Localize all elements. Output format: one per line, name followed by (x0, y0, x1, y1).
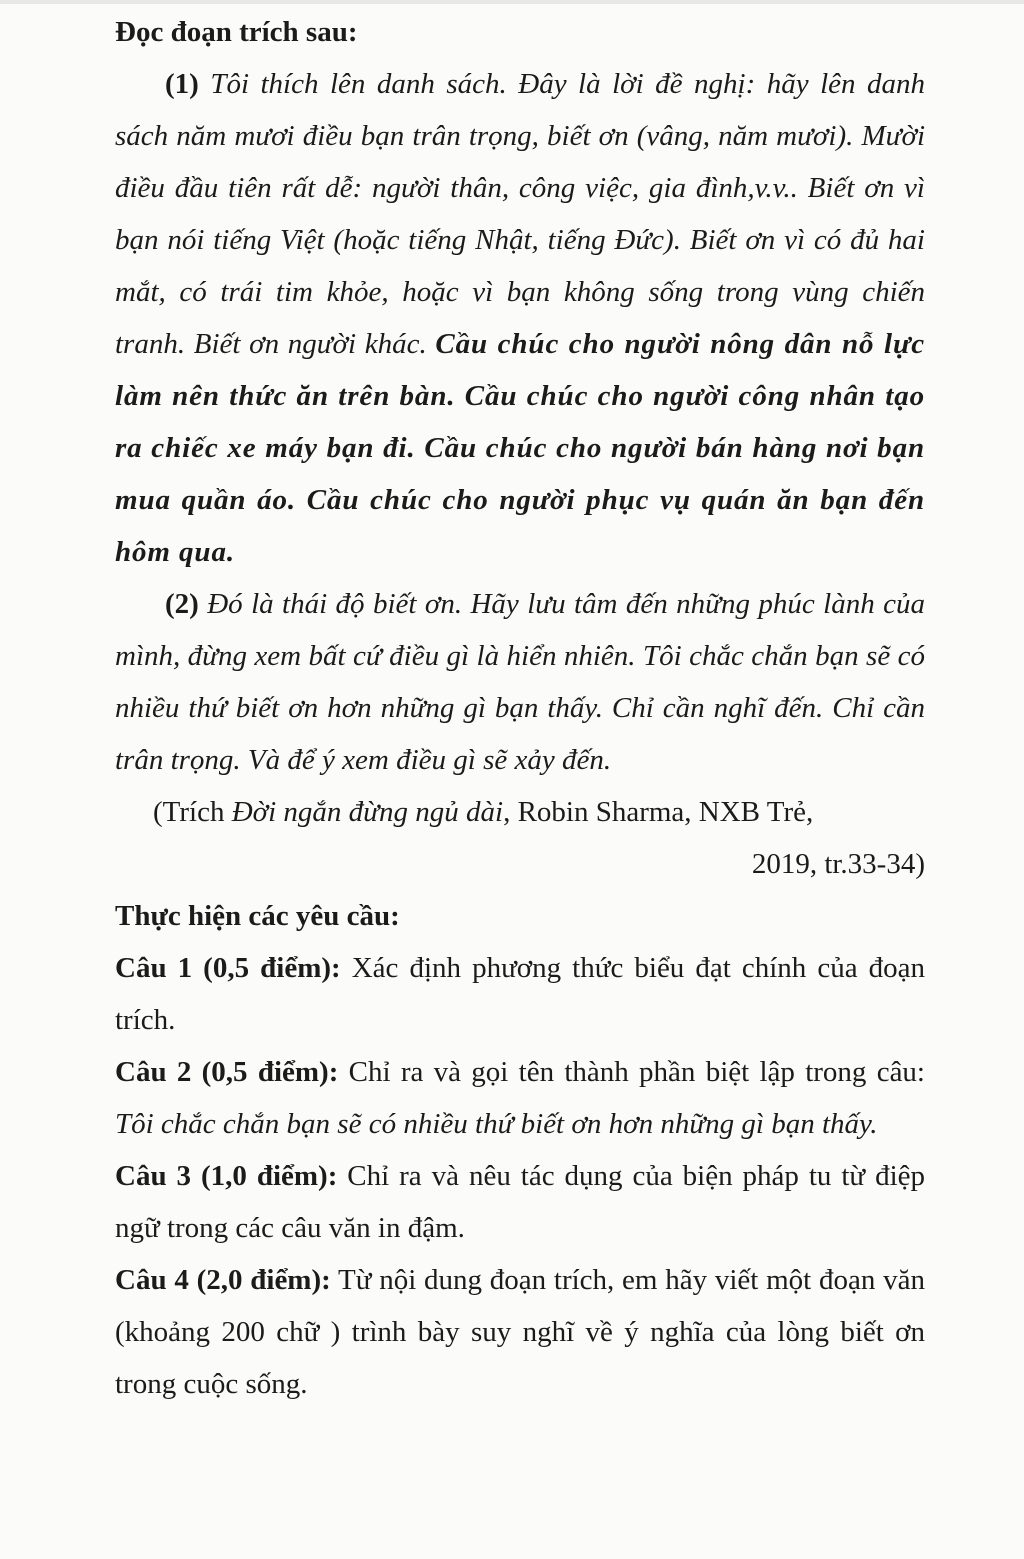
question-quote: Tôi chắc chắn bạn sẽ có nhiều thứ biết ơn hơn những gì bạn thấy. (115, 1108, 878, 1140)
paragraph-1-bold-text: Cầu chúc cho người nông dân nỗ lực làm nên thức ăn trên bàn. Cầu chúc cho người công nhân tạo ra chiếc xe máy bạn đi. Cầu chúc cho người bán hàng nơi bạn mua quần áo. Cầu chúc cho người phục vụ quán ăn bạn đến hôm qua. (115, 328, 925, 568)
paragraph-number: (2) (165, 588, 199, 620)
question-text: Từ nội dung đoạn trích, em hãy viết một đoạn văn (khoảng 200 chữ ) trình bày suy nghĩ về ý nghĩa của lòng biết ơn trong cuộc sống. (115, 1264, 925, 1400)
question-1 (115, 942, 925, 1046)
tasks-heading: Thực hiện các yêu cầu: (115, 900, 400, 932)
paragraph-number: (1) (165, 68, 199, 100)
exam-content (115, 6, 925, 1410)
paragraph-2-text: Đó là thái độ biết ơn. Hãy lưu tâm đến những phúc lành của mình, đừng xem bất cứ điều gì là hiển nhiên. Tôi chắc chắn bạn sẽ có nhiều thứ biết ơn hơn những gì bạn thấy. Chỉ cần nghĩ đến. Chỉ cần trân trọng. Và để ý xem điều gì sẽ xảy đến. (115, 588, 925, 776)
question-text: Chỉ ra và nêu tác dụng của biện pháp tu từ điệp ngữ trong các câu văn in đậm. (115, 1160, 925, 1244)
source-details: , Robin Sharma, NXB Trẻ, (503, 796, 814, 828)
question-label: Câu 3 (1,0 điểm): (115, 1160, 338, 1192)
excerpt-source (115, 786, 925, 838)
source-book-title: Đời ngắn đừng ngủ dài (231, 796, 504, 828)
question-4 (115, 1254, 925, 1410)
question-text: Xác định phương thức biểu đạt chính của đoạn trích. (115, 952, 925, 1036)
question-label: Câu 2 (0,5 điểm): (115, 1056, 339, 1088)
source-prefix: (Trích (153, 796, 232, 828)
excerpt-paragraph-1 (115, 58, 925, 578)
scan-edge (0, 0, 1024, 4)
paragraph-1-text: Tôi thích lên danh sách. Đây là lời đề nghị: hãy lên danh sách năm mươi điều bạn trân trọng, biết ơn (vâng, năm mươi). Mười điều đầu tiên rất dễ: người thân, công việc, gia đình,v.v.. Biết ơn vì bạn nói tiếng Việt (hoặc tiếng Nhật, tiếng Đức). Biết ơn vì có đủ hai mắt, có trái tim khỏe, hoặc vì bạn không sống trong vùng chiến tranh. Biết ơn người khác. (115, 68, 925, 360)
question-3 (115, 1150, 925, 1254)
question-label: Câu 4 (2,0 điểm): (115, 1264, 331, 1296)
question-2 (115, 1046, 925, 1150)
source-year-pages: 2019, tr.33-34) (751, 848, 925, 880)
question-text: Chỉ ra và gọi tên thành phần biệt lập trong câu: (338, 1056, 925, 1088)
question-label: Câu 1 (0,5 điểm): (115, 952, 341, 984)
read-instruction-heading: Đọc đoạn trích sau: (115, 16, 358, 48)
excerpt-paragraph-2 (115, 578, 925, 786)
